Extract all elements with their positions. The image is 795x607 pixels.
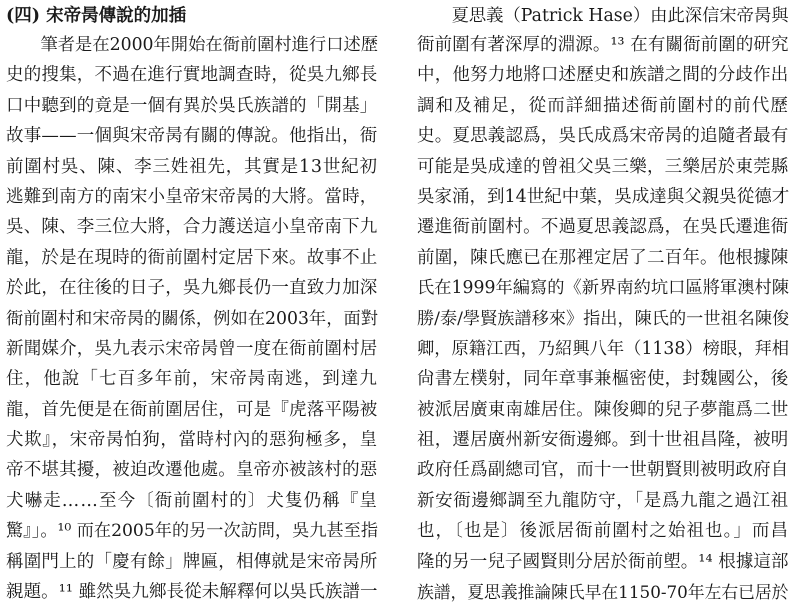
- text-line: 稱圍門上的「慶有餘」牌匾，相傳就是宋帝昺所: [6, 551, 378, 572]
- text-line: 吳、陳、李三位大將，合力護送這小皇帝南下九: [6, 217, 378, 238]
- text-line: 遷進衙前圍村。不過夏思義認爲，在吳氏遷進衙: [417, 217, 789, 238]
- text-line: 新安衙邊鄉調至九龍防守，「是爲九龍之過江祖: [417, 490, 789, 511]
- left-column-text: [6, 30, 378, 607]
- text-line: 衙前圍村和宋帝昺的關係，例如在2003年，面對: [6, 308, 378, 329]
- left-column: [6, 2, 378, 607]
- text-line: 調和及補足，從而詳細描述衙前圍村的前代歷: [417, 95, 789, 116]
- text-line: 氏在1999年編寫的《新界南約坑口區將軍澳村陳: [417, 278, 789, 299]
- text-line: 夏思義（Patrick Hase）由此深信宋帝昺與: [417, 6, 789, 26]
- text-line: 隆的另一兒子國賢則分居於衙前塱。¹⁴ 根據這部: [417, 551, 789, 572]
- text-line: 驚』」。¹⁰ 而在2005年的另一次訪問，吳九甚至指: [6, 521, 378, 542]
- text-line: 住，他說「七百多年前，宋帝昺南逃，到達九: [6, 369, 378, 390]
- text-line: 帝不堪其擾，被迫改遷他處。皇帝亦被該村的惡: [6, 460, 378, 481]
- text-line: 尙書左樸射，同年章事兼樞密使，封魏國公，後: [417, 369, 789, 390]
- text-line: 前圍，陳氏應已在那裡定居了二百年。他根據陳: [417, 247, 789, 268]
- text-line: 龍，於是在現時的衙前圍村定居下來。故事不止: [6, 247, 378, 268]
- text-line: 口中聽到的竟是一個有異於吳氏族譜的「開基」: [6, 95, 378, 116]
- text-line: 卿，原籍江西，乃紹興八年（1138）榜眼，拜相: [417, 338, 789, 359]
- right-column-text: [417, 2, 789, 607]
- text-line: 新聞媒介，吳九表示宋帝昺曾一度在衙前圍村居: [6, 338, 378, 359]
- text-line: 筆者是在2000年開始在衙前圍村進行口述歷: [6, 35, 378, 55]
- text-line: 史的搜集，不過在進行實地調查時，從吳九鄉長: [6, 65, 378, 86]
- text-line: 可能是吳成達的曾祖父吳三樂，三樂居於東莞縣: [417, 156, 789, 177]
- text-line: 史。夏思義認爲，吳氏成爲宋帝昺的追隨者最有: [417, 126, 789, 147]
- text-line: 衙前圍有著深厚的淵源。¹³ 在有關衙前圍的研究: [417, 35, 789, 55]
- right-column: [417, 2, 789, 607]
- text-line: 勝/泰/學賢族譜移來》指出，陳氏的一世祖名陳俊: [417, 308, 789, 329]
- text-line: 也，〔也是〕後派居衙前圍村之始祖也。」而昌: [417, 521, 789, 542]
- text-line: 政府任爲副總司官，而十一世朝賢則被明政府自: [417, 460, 789, 481]
- section-heading: (四) 宋帝昺傳說的加插: [6, 6, 187, 26]
- text-line: 龍，首先便是在衙前圍居住，可是『虎落平陽被: [6, 399, 378, 420]
- text-line: 逃難到南方的南宋小皇帝宋帝昺的大將。當時，: [6, 186, 378, 207]
- text-line: 故事——一個與宋帝昺有關的傳說。他指出，衙: [6, 126, 378, 147]
- text-line: 前圍村吳、陳、李三姓祖先，其實是13世紀初: [6, 156, 378, 177]
- text-line: 族譜，夏思義推論陳氏早在1150-70年左右已居於: [417, 582, 789, 603]
- text-line: 犬嚇走……至今〔衙前圍村的〕犬隻仍稱『皇: [6, 490, 378, 511]
- text-line: 吳家涌，到14世紀中葉，吳成達與父親吳從德才: [417, 186, 789, 207]
- text-line: 犬欺』，宋帝昺怕狗，當時村內的惡狗極多，皇: [6, 430, 378, 451]
- text-line: 中，他努力地將口述歷史和族譜之間的分歧作出: [417, 65, 789, 86]
- text-line: 親題。¹¹ 雖然吳九鄉長從未解釋何以吳氏族譜一: [6, 582, 378, 603]
- text-line: 祖，遷居廣州新安衙邊鄉。到十世祖昌隆，被明: [417, 430, 789, 451]
- text-line: 於此，在往後的日子，吳九鄉長仍一直致力加深: [6, 278, 378, 299]
- text-line: 被派居廣東南雄居住。陳俊卿的兒子夢龍爲二世: [417, 399, 789, 420]
